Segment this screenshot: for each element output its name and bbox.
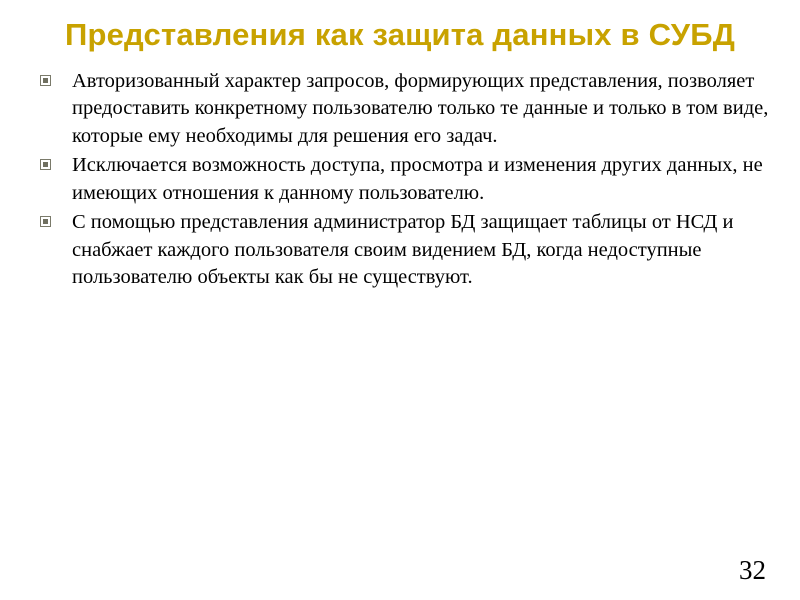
list-item-text: Авторизованный характер запросов, формирующих представления, позволяет предоставить конкретному пользователю только те данные и только в том виде, которые ему необходимы для решения его задач. [72,69,769,147]
square-bullet-icon [40,159,51,170]
list-item [34,68,770,150]
square-bullet-icon [40,75,51,86]
page-number: 32 [739,555,766,585]
list-item-text: Исключается возможность доступа, просмотра и изменения других данных, не имеющих отношения к данному пользователю. [72,154,763,204]
slide-content [0,68,800,292]
bullet-list [34,68,770,292]
page-title: Представления как защита данных в СУБД [64,17,735,52]
list-item [34,209,770,291]
square-bullet-icon [40,216,51,227]
list-item-text: С помощью представления администратор БД защищает таблицы от НСД и снабжает каждого пользователя своим видением БД, когда недоступные пользователю объекты как бы не существуют. [72,211,734,289]
list-item [34,152,770,207]
